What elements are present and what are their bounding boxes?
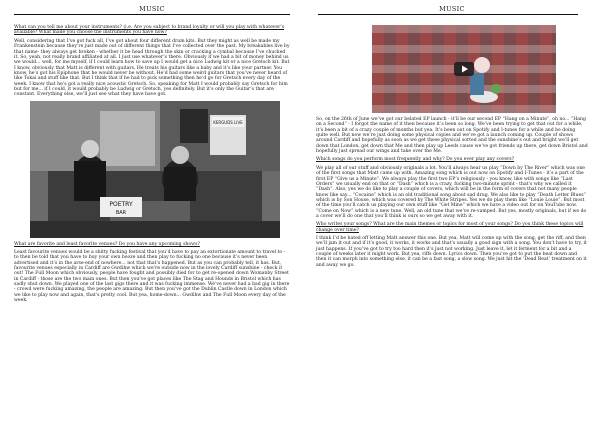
answer-upcoming-shows: So, on the 26th of June we’ve got our belated EP launch - it’ll be our second EP “Hang on a Minute”, oh no... “Hang on a Second” - I forgot the name of it then because it’s been so long. We’ve been trying to get that out for a while, it’s been a bit of a crazy couple of months but yea. It’s been out on Spotify and I-tunes for a while and be doing quite well. But now we’re just doing some physical copies and we’ve got a launch coming up. Couple of shows around Cardiff and hopefully as soon as we get these physical sorted and the sunshine’s out and bright we’ll get down that London, get down that Me and then play up Leeds cause we’ve got friends up there, get down Bristol and hopefully just spread our wings and take over the Me. [316, 117, 588, 155]
video-thumbnail[interactable] [372, 25, 556, 113]
running-head-right: MUSIC [439, 5, 465, 13]
answer-instruments: Well, considering that I’ve got fuck all, I’ve got about four different drum kits. But they might as well be made my Frankenstein because they’re just made out of different things that I’ve collected over the past. My breakables live by that name- they always get broken - whether it be head through the skin or cracking a cymbal because I’ve chucked it. So, yeah, not really brand affiliated at all. I just use whatever’s there. Obviously if we had a bit of money behind us we would... well, for me myself, if I could learn how to save up I would get a nice Ludwig kit or a nice Gretsch kit. But I know, obviously that Matt is different with guitars. He treats his guitars like a baby and it’s like your partner. You know, he’s got his Epiphone that he would never be without. He’d had some weird guitars that you’ve never heard of like Tokai and stuff like that. But I think that if he had to pick something then he’d go for Gretsch every day of the week. I know that he’s got a really nice acoustic Gretsch. So, speaking for Matt I would probably say Gretsch for him but for me... if I could, it would probably be Ludwig or Gretsch, yes definitely. But it’s only the Guitar’s that are constant. Everything else, we’ll just see what they have have got. [14, 38, 290, 98]
band-photo-image [30, 101, 280, 238]
running-head-left: MUSIC [139, 5, 165, 13]
photo-sign-bottom2: BAR [115, 209, 127, 216]
play-icon[interactable] [454, 62, 474, 76]
right-page [300, 0, 600, 424]
question-songwriting: Who writes your songs? What are the main themes or topics for most of your songs? Do you think these topics will change over time? [316, 222, 584, 233]
question-instruments: What can you tell me about your instruments? (i.e. Are you subject to brand loyalty or will you play with whatever’s available? What made you choose the instruments you have now? [14, 25, 285, 36]
band-photo [30, 101, 280, 238]
answer-songs: We play all of our stuff and obviously originals a lot. You’ll always hear us play “Down by The River” which was one of the first songs that Matt came up with. Amazing song which is out now on Spotify and I-Tunes - it’s a part of the first EP “Give us a Minute”. We always play the first two EP’s religiously - you know, like with songs like “Last Orders” we usually end on that or “Dash” which is a crazy, fucking two-minute sprint - that’s why we called it “Dash”. Also, yes we do like to play a couple of covers, which will be in the form of covers that not many people know like say... “Cocaine” which is an old traditional song about sad drug. We also like to play “Death Letter Blues” which is by Son House, which was covered by The White Stripes. Yes we do play them like “Louie Louie”. But most of the time you’ll catch us playing our own stuff like “Get Mine” which we have a video out for on YouTube now. “Come on Now” which is a new tune. Well, an old tune that we’ve re-vamped. But yes, mostly originals, but if we do a cover we’ll do one that you’ll think is ours so we get away with it. [316, 165, 587, 219]
photo-sign-top: KERGUDS LIVE [213, 119, 243, 125]
photo-sign-bottom: POETRY [109, 200, 133, 208]
answer-venues: Least favourite venues would be a shitty fucking festival that you’d have to pay an extortionate amount to travel to - to then be told that you have to buy your own booze and then play to fucking no one because it’s never been advertised and it’s in the arse-end of nowhere... not that that’s happened. But as you can probably tell, it has. But, favourite venues especially in Cardiff are Gwdihw which we’re outside now in the lovely Cardiff sunshine - check it out! The Full Moon which obviously, people have fought and possibly died for to get re-opened down Womanby Street in Cardiff - those are the two main ones. But then you’ve got places like The Stag and Hounds in Bristol which has sadly shut down. We played one of the last gigs there and it was fucking immense. We’ve never had a bad gig in there - crowd were fucking amazing, the people are amazing. But then you’ve got the Dublin Castle down in London which we like to play now and again, that’s pretty cool. But yea, home-down... Gwdihw and The Full Moon every day of the week. [14, 250, 290, 304]
header-rule-right [318, 14, 578, 15]
question-songs: Which songs do you perform most frequently and why? Do you ever play any covers? [316, 157, 515, 163]
answer-songwriting: I think I’d be hated off letting Matt answer this one. But yea, Matt will come up with the song, get the riff, and then we’ll jam it out and if it’s good, it works, it works and that’s usually a good sign with a song. You don’t have to try, it just happens. If you’ve got to try too hard then it’s just not working. Just leave it, let it ferment for a bit and a couple of weeks later it might work. But yea, riffs down. Lyrics down. Then you’ve got to put the beat down and then it can morph into something else, it can be a fast song, a slow song. We just hit the ‘Dead Beat’ treatment on it and away we go. [316, 236, 587, 268]
header-rule-left [14, 14, 290, 15]
question-venues: What are favorite and least favorite venues? Do you have any upcoming shows? [14, 241, 200, 247]
